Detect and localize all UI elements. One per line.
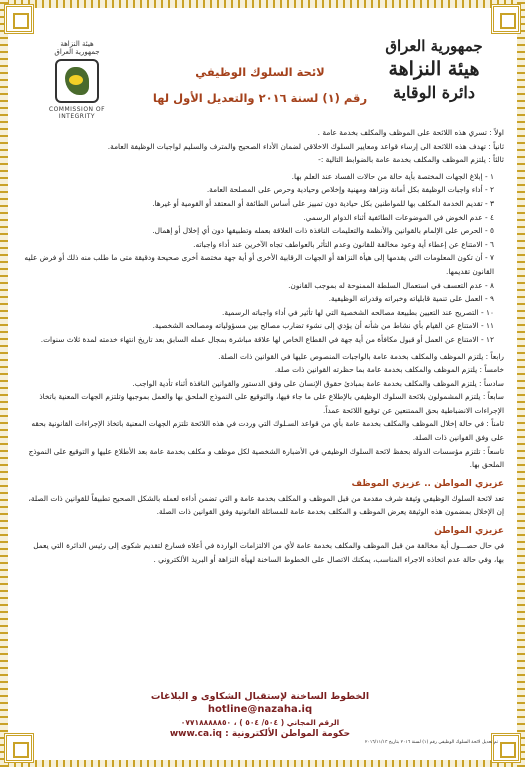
edition-note: تم تعديل لائحة السلوك الوظيفي رقم (١) لسنة ٢٠١٦ بتاريخ ٢٠١٦/١١/١٣	[365, 740, 498, 745]
gov-portal-link[interactable]: حكومة المواطن الألكترونية : www.ca.iq	[169, 729, 351, 739]
rule-item: ١ - إبلاغ الجهات المختصة بأية حالة من حالات الفساد عند العلم بها.	[291, 171, 494, 181]
corner-ornament	[4, 733, 34, 763]
header-department: دائرة الوقاية	[393, 83, 475, 102]
corner-ornament	[491, 733, 521, 763]
corner-ornament	[491, 4, 521, 34]
section-heading-citizen-employee: عزيزي المواطن .. عزيزي الموظف	[351, 478, 504, 489]
border-bottom	[0, 760, 525, 767]
clause-fifth: خامساً : يلتزم الموظف والمكلف بخدمة عامة بما حظرته القوانين ذات صلة.	[274, 365, 504, 375]
section-body-citizen: في حال حصـــول أية مخالفة من قبل الموظف والمكلف بخدمة عامة لأي من الالتزامات الواردة في أعلاه فسارع لتقديم شكوى إلى رئيس الدائرة التي يعمل بها، وفي حالة عدم اتخاذه الاجراء المناسب، يمكنك الاتصال على الخطوط الساخنة لهيأة النزاهة أو البريد الألكتروني .	[33, 541, 504, 564]
section-body-citizen-employee: تعد لائحة السلوك الوظيفي وثيقة شرف مقدمة من قبل الموظف و المكلف بخدمة عامة و التي تضمن أداءه لعمله بالشكل الصحيح تطبيقاً للقوانين ذات الصلة، إن الإخلال بمضمون هذه الوثيقة يعرض الموظف و المكلف بخدمة عامة للمسائلة القانونية وفق القوانين ذات الصلة.	[28, 493, 504, 517]
title-main: لائحة السلوك الوظيفي	[195, 65, 325, 79]
contact-footer	[120, 690, 400, 741]
header-commission: هيئة النزاهة	[388, 58, 480, 80]
corner-ornament	[4, 4, 34, 34]
clause-sixth: سادساً : يلتزم الموظف والمكلف بخدمة عامة بمبادئ حقوق الإنسان على وفق الدستور والقوانين النافذة أثناء تأدية الواجب.	[132, 378, 504, 388]
intro-third: ثالثاً : يلتزم الموظف والمكلف بخدمة عامة بالضوابط التالية :-	[318, 155, 504, 165]
calligraphy-header	[369, 36, 499, 104]
clause-ninth: تاسعاً : تلتزم مؤسسات الدولة بحفظ لائحة السلوك الوظيفي في الأضبارة الشخصية لكل موظف و مكلف بخدمة عامة بعد الأطلاع عليها و التوقيع على النموذج الملحق بها.	[28, 446, 504, 470]
rule-item: ٢ - أداء واجبات الوظيفة بكل أمانة ونزاهة ومهنية وإخلاص وحيادية وحرص على المصلحة العامة.	[206, 185, 494, 195]
clause-eighth: ثامناً : في حالة إخلال الموظف والمكلف بخدمة عامة بأي من قواعد السـلوك التي وردت في هذه اللائحة تلتزم الجهات المعنية باتخاذ الإجراءات القانونية بحقه على وفق القوانين ذات الصلة.	[31, 419, 504, 443]
hotline-email-link[interactable]: hotline@nazaha.iq	[207, 704, 313, 715]
rule-item: ٧ - أن تكون المعلومات التي يقدمها إلى هيأة النزاهة أو الجهات الرقابية الأخرى أو أية جهة مختصة أخرى صحيحة ودقيقة متى ما طلب منه ذلك أو فرض عليه القانون تقديمها.	[24, 253, 494, 276]
rule-item: ١٠ - التصريح عند التعيين بطبيعة مصالحه الشخصية التي لها تأثير في أداء واجباته الرسمية.	[222, 307, 494, 317]
rule-item: ٩ - العمل على تنمية قابلياته وخبراته وقدراته الوظيفية.	[328, 294, 494, 304]
section-heading-citizen: عزيزي المواطن	[434, 526, 504, 537]
intro-first: اولاً : تسري هذه اللائحة على الموظف والمكلف بخدمة عامة .	[317, 128, 504, 137]
document-title	[140, 65, 380, 105]
border-top	[0, 0, 525, 8]
rule-item: ١٢ - الامتناع عن العمل أو قبول مكافأة من أية جهة في القطاع الخاص لها علاقة مباشرة بمجال عمله السابق بعد تاريخ انتهاء خدمته لمدة ثلاث سنوات.	[40, 334, 494, 344]
title-sub: رقم (١) لسنة ٢٠١٦ والتعديل الأول لها	[152, 91, 368, 105]
header-republic: جمهورية العراق	[385, 37, 483, 55]
iraq-map-emblem-icon	[55, 59, 99, 103]
border-right	[517, 0, 525, 767]
free-number: الرقم المجاني ( ٥٠٤/ ٥٠٤ ) ، ٠٧٧١٨٨٨٨٨٥٠	[180, 718, 340, 727]
logo-ring-english: COMMISSION OF INTEGRITY	[48, 106, 106, 120]
document-body	[22, 126, 504, 566]
border-left	[0, 0, 8, 767]
rule-item: ١١ - الامتناع عن القيام بأي نشاط من شأنه أن يؤدي إلى نشوء تضارب مصالح بين مسؤولياته ومصالحه الشخصية.	[152, 321, 494, 331]
logo-org-name: هيئة النزاهة	[60, 40, 94, 48]
rule-item: ٣ - تقديم الخدمة المكلف بها للمواطنين بكل حيادية دون تمييز على أساس الطائفة أو المعتقد أو القومية أو غيرها.	[152, 198, 494, 208]
logo-ring-arabic: جمهورية العراق	[54, 48, 100, 56]
commission-logo	[32, 40, 122, 122]
rule-item: ٦ - الامتناع عن إعطاء أية وعود مخالفة للقانون وعدم التأثر بالعواطف تجاه الآخرين عند أداء واجباته.	[193, 239, 494, 249]
rule-item: ٥ - الحرص على الإلمام بالقوانين والأنظمة والتعليمات النافذة ذات العلاقة بعمله وتطبيقها دون أي إخلال أو إهمال.	[152, 226, 494, 236]
clause-seventh: سابعاً : يلتزم المشمولون بلائحة السلوك الوظيفي بالإطلاع على ما جاء فيها، والتوقيع على النموذج الملحق بها والعمل بموجبها وتلتزم الجهات المعنية باتخاذ الإجراءات الانضباطية بحق الممتنعين عن توقيع اللائحة عمداً.	[39, 392, 504, 415]
rule-item: ٤ - عدم الخوض في الموضوعات الطائفية أثناء الدوام الرسمي.	[303, 212, 494, 222]
clause-fourth: رابعاً : يلتزم الموظف والمكلف بخدمة عامة بالواجبات المنصوص عليها في القوانين ذات الصلة.	[218, 351, 504, 361]
hotline-title: الخطوط الساخنة لإستقبال الشكاوى و البلاغات	[150, 691, 370, 702]
intro-second: ثانياً : تهدف هذه اللائحة الى إرساء قواعد ومعايير السلوك الاخلاقي لضمان الأداء الصحيح والمترف والسليم لواجبات الوظيفة العامة.	[107, 141, 504, 151]
rule-item: ٨ - عدم التعسف في استعمال السلطة الممنوحة له بموجب القانون.	[288, 280, 494, 290]
